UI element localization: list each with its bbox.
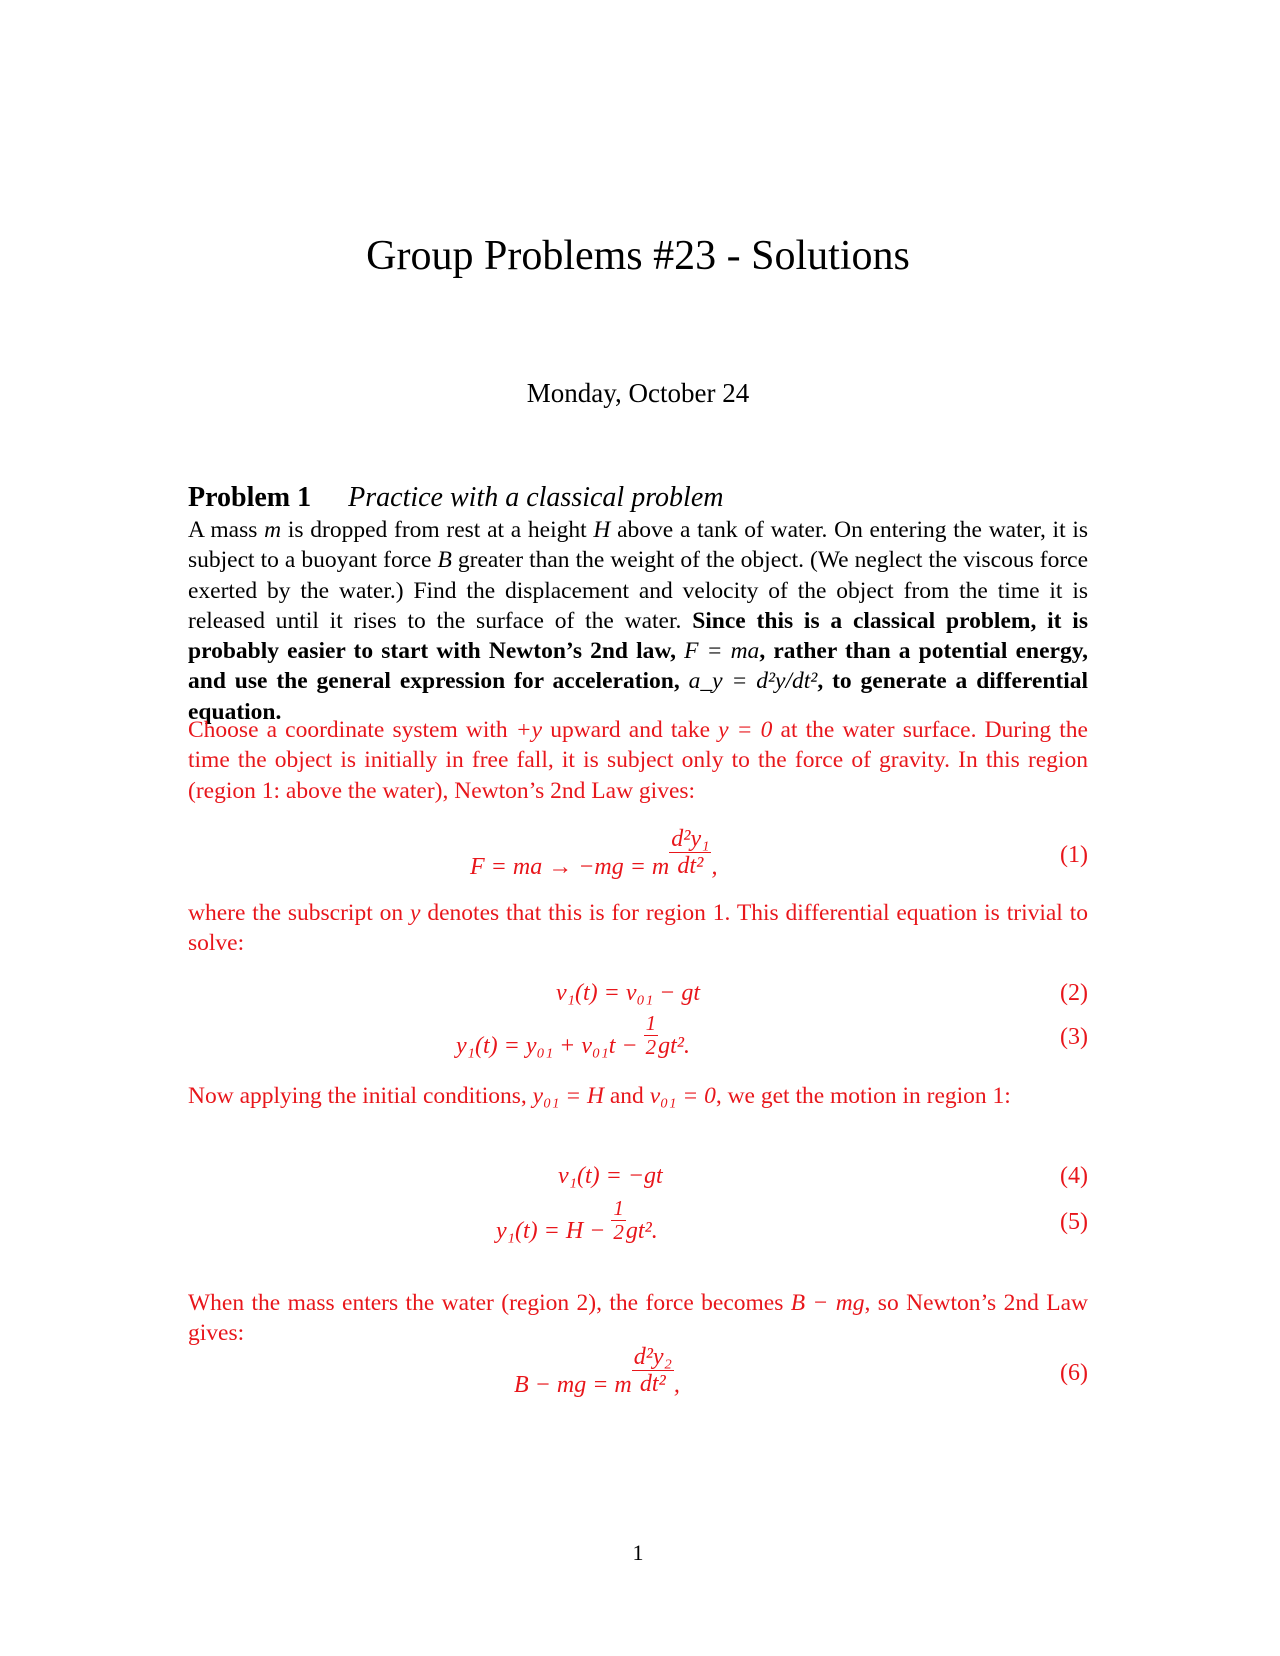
equation-6-body: [514, 1346, 680, 1400]
statement-text-1: A mass: [188, 517, 258, 543]
equation-1: [188, 828, 1088, 888]
sol1-text-2: upward and take: [550, 717, 710, 743]
solution-paragraph-1: [188, 715, 1088, 806]
equation-6-number: (6): [1060, 1360, 1088, 1386]
equation-4-body: v₁(t) = −gt: [558, 1163, 663, 1189]
equation-5-denominator: 2: [613, 1220, 624, 1245]
sol3-math-y01: y₀₁ = H: [532, 1083, 604, 1109]
solution-paragraph-4: [188, 1288, 1088, 1349]
problem-label: Problem 1: [188, 482, 312, 513]
equation-3-fraction: [644, 1012, 659, 1059]
equation-6-denominator: dt²: [639, 1371, 666, 1398]
equation-6-fraction: [632, 1344, 674, 1398]
equation-6-tail: ,: [673, 1372, 680, 1399]
equation-1-numerator: d²y₁: [671, 826, 710, 852]
sol1-math-y-up: +y: [515, 717, 543, 743]
problem-statement: [188, 515, 1088, 727]
sol4-text-2: , so Newton’s 2nd Law gives:: [188, 1290, 1089, 1347]
equation-3: [188, 1012, 1088, 1072]
equation-5-fraction: [611, 1197, 626, 1244]
equation-5-body: [496, 1197, 658, 1244]
equation-3-denominator: 2: [645, 1035, 657, 1060]
equation-1-denominator: dt²: [677, 853, 704, 880]
statement-math-b: B: [437, 547, 452, 574]
problem-heading: [188, 482, 724, 514]
sol1-text-1: Choose a coordinate system with: [188, 717, 508, 743]
equation-5-numerator: 1: [613, 1196, 624, 1220]
equation-3-lhs: y₁(t) = y₀₁ + v₀₁t −: [456, 1033, 644, 1060]
equation-4-number: (4): [1060, 1163, 1088, 1189]
equation-3-number: (3): [1060, 1024, 1088, 1050]
document-page: [188, 0, 1088, 1656]
equation-2-number: (2): [1060, 980, 1088, 1006]
document-date: Monday, October 24: [526, 378, 750, 408]
equation-1-lhs: F = ma → −mg = m: [470, 854, 670, 881]
equation-3-body: [456, 1012, 690, 1059]
sol2-text-1: where the subscript on: [188, 900, 404, 926]
equation-1-tail: ,: [711, 854, 718, 881]
statement-math-h: H: [593, 517, 611, 543]
statement-text-4: greater than the weight of the object. (We neglect the viscous force exerted by the water.) Find the displacement and velocity of the object from the time it is released until it rises to the surface of the water.: [188, 547, 1089, 634]
statement-math-accel: a_y = d²y/dt²: [688, 668, 818, 695]
equation-5-lhs: y₁(t) = H −: [496, 1218, 612, 1245]
statement-math-m: m: [264, 517, 282, 543]
equation-5-number: (5): [1060, 1209, 1088, 1235]
equation-5: [188, 1197, 1088, 1257]
equation-1-number: (1): [1060, 842, 1088, 868]
statement-text-2: is dropped from rest at a height: [287, 517, 587, 543]
statement-text-3: above a tank of water. On entering the water, it is subject to a buoyant force: [188, 517, 1089, 574]
problem-subtitle: Practice with a classical problem: [348, 482, 724, 513]
equation-1-body: [470, 828, 717, 882]
equation-3-numerator: 1: [645, 1011, 657, 1035]
equation-6: [188, 1346, 1088, 1406]
sol4-math-force: B − mg: [790, 1290, 865, 1316]
equation-6-lhs: B − mg = m: [514, 1372, 632, 1399]
sol1-math-y0: y = 0: [718, 717, 773, 743]
sol3-text-2: and: [609, 1083, 644, 1109]
solution-paragraph-3: [188, 1081, 1088, 1111]
sol3-text-1: Now applying the initial conditions,: [188, 1083, 527, 1109]
statement-math-fma: F = ma: [684, 638, 760, 665]
equation-3-tail: gt².: [658, 1033, 690, 1060]
solution-paragraph-2: [188, 898, 1088, 959]
page-number: 1: [632, 1540, 644, 1565]
equation-6-numerator: d²y₂: [633, 1344, 672, 1370]
statement-bold-2: , rather than a potential energy, and use the general expression for acceleration,: [188, 638, 1089, 695]
sol2-text-2: denotes that this is for region 1. This differential equation is trivial to solve:: [188, 900, 1089, 957]
equation-1-fraction: [669, 826, 711, 880]
document-title: Group Problems #23 - Solutions: [366, 233, 910, 279]
sol3-text-3: , we get the motion in region 1:: [715, 1083, 1011, 1109]
sol4-text-1: When the mass enters the water (region 2), the force becomes: [188, 1290, 784, 1316]
equation-2-body: v₁(t) = v₀₁ − gt: [556, 980, 701, 1006]
equation-5-tail: gt².: [625, 1218, 658, 1245]
sol1-text-3: at the water surface. During the time the object is initially in free fall, it is subject only to the force of gravity. In this region (region 1: above the water), Newton’s 2nd Law gives:: [188, 717, 1088, 804]
statement-bold-1: Since this is a classical problem, it is probably easier to start with Newton’s 2nd law,: [188, 607, 1088, 665]
sol2-math-y: y: [410, 900, 421, 926]
sol3-math-v01: v₀₁ = 0: [649, 1083, 716, 1109]
statement-bold-3: , to generate a differential equation.: [188, 668, 1089, 725]
